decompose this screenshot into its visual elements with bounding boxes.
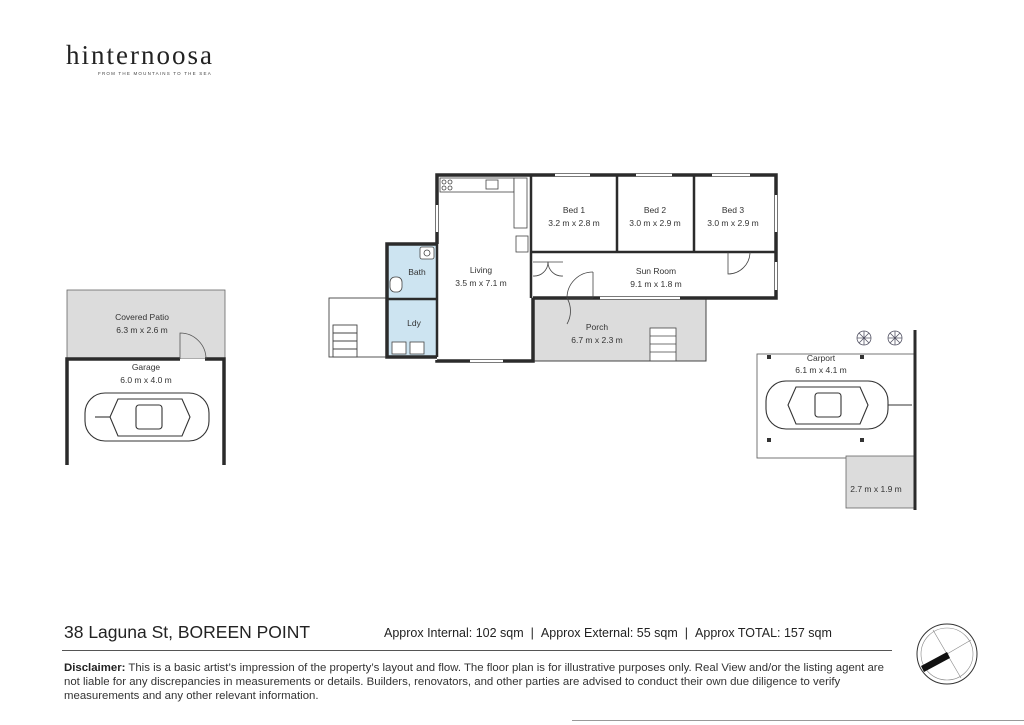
external-area: Approx External: 55 sqm bbox=[540, 626, 678, 640]
room-size: 6.7 m x 2.3 m bbox=[571, 335, 623, 345]
room-size: 3.0 m x 2.9 m bbox=[629, 218, 681, 228]
area-separator: | bbox=[684, 626, 689, 640]
room-name: Porch bbox=[585, 322, 609, 332]
room-name: Carport bbox=[806, 353, 836, 363]
side-deck bbox=[329, 298, 388, 357]
room-size: 9.1 m x 1.8 m bbox=[630, 279, 682, 289]
disclaimer-text: This is a basic artist’s impression of the property’s layout and flow. The floor plan is for illustrative purposes only. Real View and/or the listing agent are not liable for any discrepancies in measurements or details. Builders, renovators, and other parties are advised to conduct their own due diligence to verify measurements and any other relevant information. bbox=[64, 662, 884, 702]
compass-icon bbox=[913, 620, 981, 688]
room-name: Covered Patio bbox=[115, 312, 169, 322]
internal-area: Approx Internal: 102 sqm bbox=[384, 626, 524, 640]
disclaimer bbox=[64, 661, 894, 703]
brand-tagline: FROM THE MOUNTAINS TO THE SEA bbox=[98, 71, 212, 76]
room-size: 3.0 m x 2.9 m bbox=[707, 218, 759, 228]
porch-area bbox=[533, 298, 706, 361]
kitchen-bench bbox=[440, 178, 528, 252]
room-name: Ldy bbox=[407, 318, 421, 328]
store-area bbox=[846, 456, 915, 508]
garage-car-icon bbox=[85, 393, 209, 441]
room-name: Bed 1 bbox=[562, 205, 586, 215]
area-separator: | bbox=[530, 626, 534, 640]
room-name: Bath bbox=[408, 267, 426, 277]
brand-name: hinternoosa bbox=[66, 40, 214, 70]
room-size: 6.0 m x 4.0 m bbox=[120, 375, 172, 385]
room-size: 3.5 m x 7.1 m bbox=[455, 278, 507, 288]
room-size: 3.2 m x 2.8 m bbox=[548, 218, 600, 228]
plant-icons bbox=[857, 331, 902, 345]
porch-steps bbox=[650, 328, 676, 361]
room-name: Garage bbox=[131, 362, 161, 372]
divider bbox=[62, 650, 892, 651]
room-name: Sun Room bbox=[635, 266, 677, 276]
room-size: 2.7 m x 1.9 m bbox=[850, 484, 902, 494]
room-name: Bed 2 bbox=[643, 205, 667, 215]
room-size: 6.1 m x 4.1 m bbox=[795, 365, 847, 375]
disclaimer-label: Disclaimer: bbox=[64, 662, 126, 674]
area-summary bbox=[384, 626, 832, 640]
room-name: Bed 3 bbox=[721, 205, 745, 215]
room-name: Living bbox=[469, 265, 493, 275]
room-size: 6.3 m x 2.6 m bbox=[116, 325, 168, 335]
total-area: Approx TOTAL: 157 sqm bbox=[695, 626, 832, 640]
footer-line bbox=[572, 720, 1024, 721]
property-address: 38 Laguna St, BOREEN POINT bbox=[64, 622, 311, 642]
